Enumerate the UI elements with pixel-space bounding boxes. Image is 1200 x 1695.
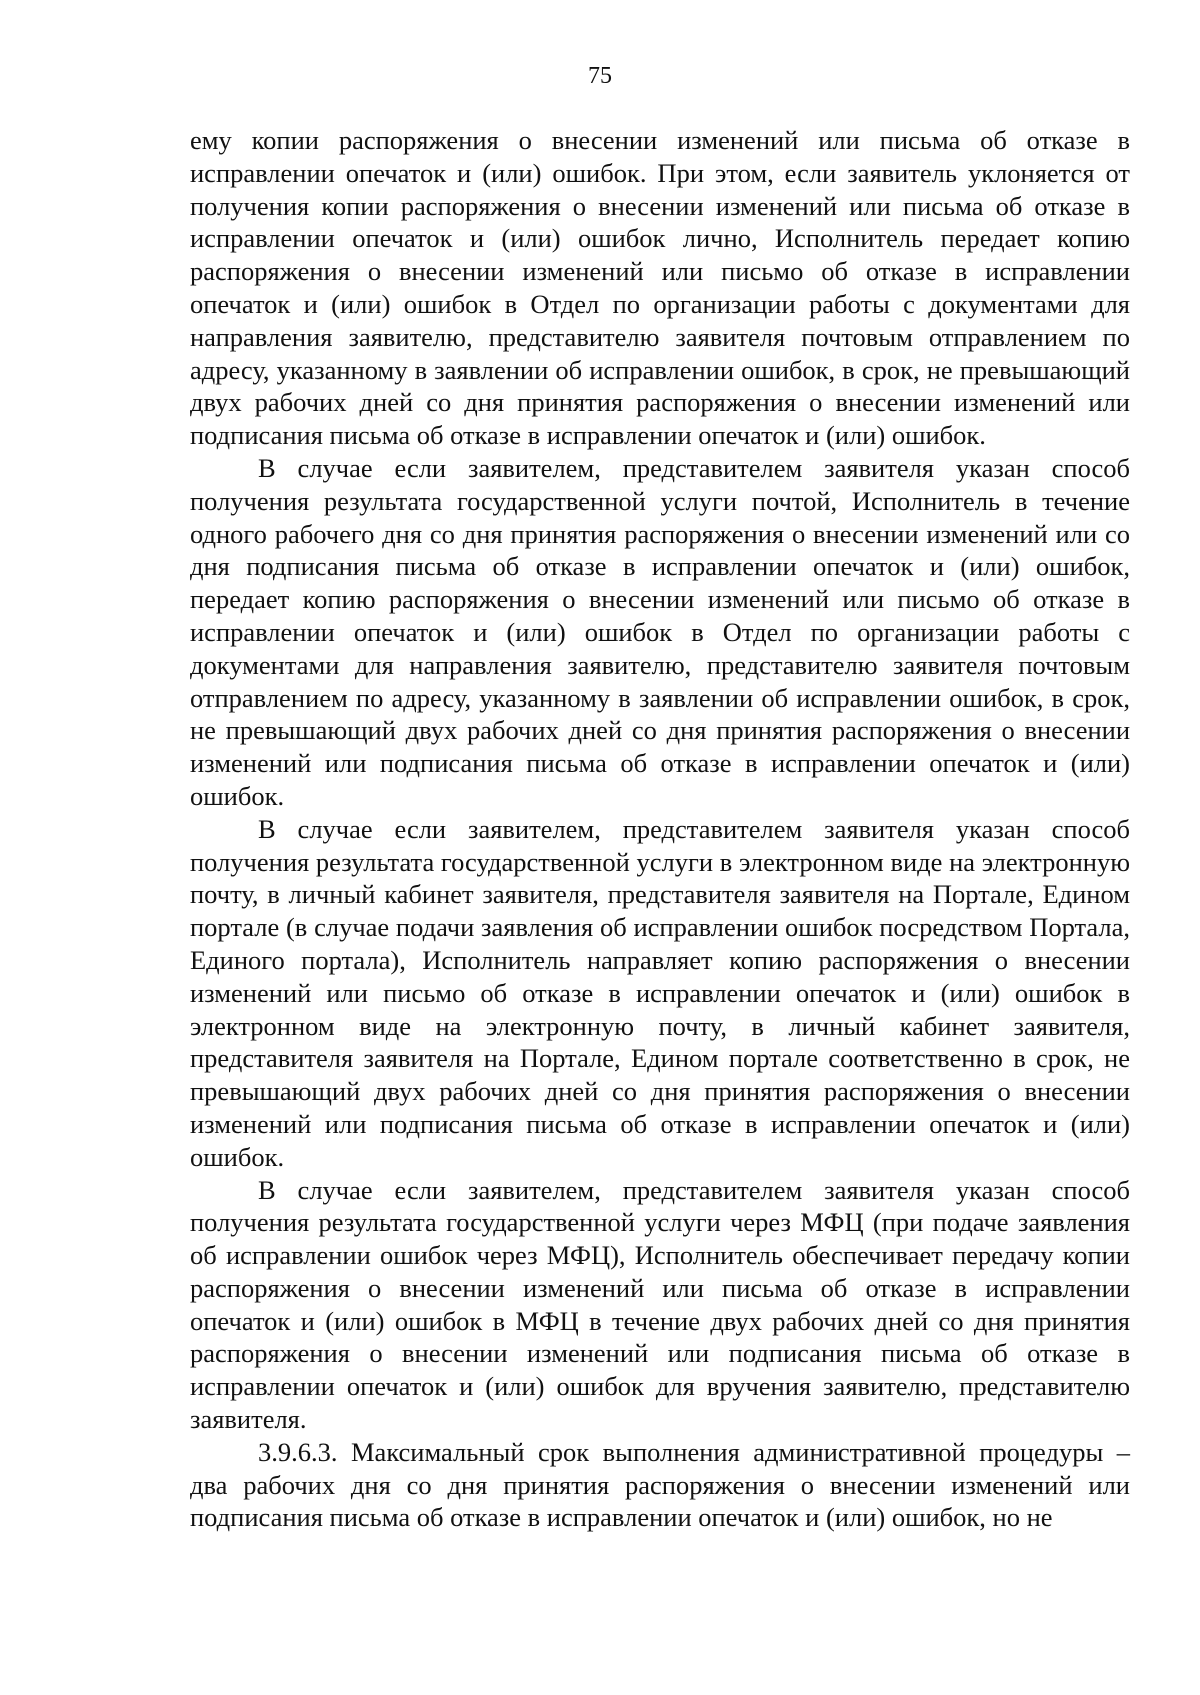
paragraph-mail-delivery: В случае если заявителем, представителем заявителя указан способ получения результата государственной услуги почтой, Исполнитель в течение одного рабочего дня со дня принятия распоряжения о внесении изменений или со дня подписания письма об отказе в исправлении опечаток и (или) ошибок, передает копию распоряжения о внесении изменений или письмо об отказе в исправлении опечаток и (или) ошибок в Отдел по организации работы с документами для направления заявителю, представителю заявителя почтовым отправлением по адресу, указанному в заявлении об исправлении ошибок, в срок, не превышающий двух рабочих дней со дня принятия распоряжения о внесении изменений или подписания письма об отказе в исправлении опечаток и (или) ошибок.	[190, 452, 1130, 811]
page-number: 75	[588, 63, 612, 89]
paragraph-electronic-delivery: В случае если заявителем, представителем заявителя указан способ получения результата государственной услуги в электронном виде на электронную почту, в личный кабинет заявителя, представителя заявителя на Портале, Едином портале (в случае подачи заявления об исправлении ошибок посредством Портала, Единого портала), Исполнитель направляет копию распоряжения о внесении изменений или письмо об отказе в исправлении опечаток и (или) ошибок в электронном виде на электронную почту, в личный кабинет заявителя, представителя заявителя на Портале, Едином портале соответственно в срок, не превышающий двух рабочих дней со дня принятия распоряжения о внесении изменений или подписания письма об отказе в исправлении опечаток и (или) ошибок.	[190, 813, 1130, 1172]
paragraph-mfc-delivery: В случае если заявителем, представителем заявителя указан способ получения результата государственной услуги через МФЦ (при подаче заявления об исправлении ошибок через МФЦ), Исполнитель обеспечивает передачу копии распоряжения о внесении изменений или письма об отказе в исправлении опечаток и (или) ошибок в МФЦ в течение двух рабочих дней со дня принятия распоряжения о внесении изменений или подписания письма об отказе в исправлении опечаток и (или) ошибок для вручения заявителю, представителю заявителя.	[190, 1174, 1130, 1435]
paragraph-continuation: ему копии распоряжения о внесении изменений или письма об отказе в исправлении опечаток и (или) ошибок. При этом, если заявитель уклоняется от получения копии распоряжения о внесении изменений или письма об отказе в исправлении опечаток и (или) ошибок лично, Исполнитель передает копию распоряжения о внесении изменений или письмо об отказе в исправлении опечаток и (или) ошибок в Отдел по организации работы с документами для направления заявителю, представителю заявителя почтовым отправлением по адресу, указанному в заявлении об исправлении ошибок, в срок, не превышающий двух рабочих дней со дня принятия распоряжения о внесении изменений или подписания письма об отказе в исправлении опечаток и (или) ошибок.	[190, 125, 1130, 451]
paragraph-section-3-9-6-3: 3.9.6.3. Максимальный срок выполнения административной процедуры – два рабочих дня со дня принятия распоряжения о внесении изменений или подписания письма об отказе в исправлении опечаток и (или) ошибок, но не	[190, 1436, 1130, 1533]
document-body	[190, 124, 1130, 1534]
